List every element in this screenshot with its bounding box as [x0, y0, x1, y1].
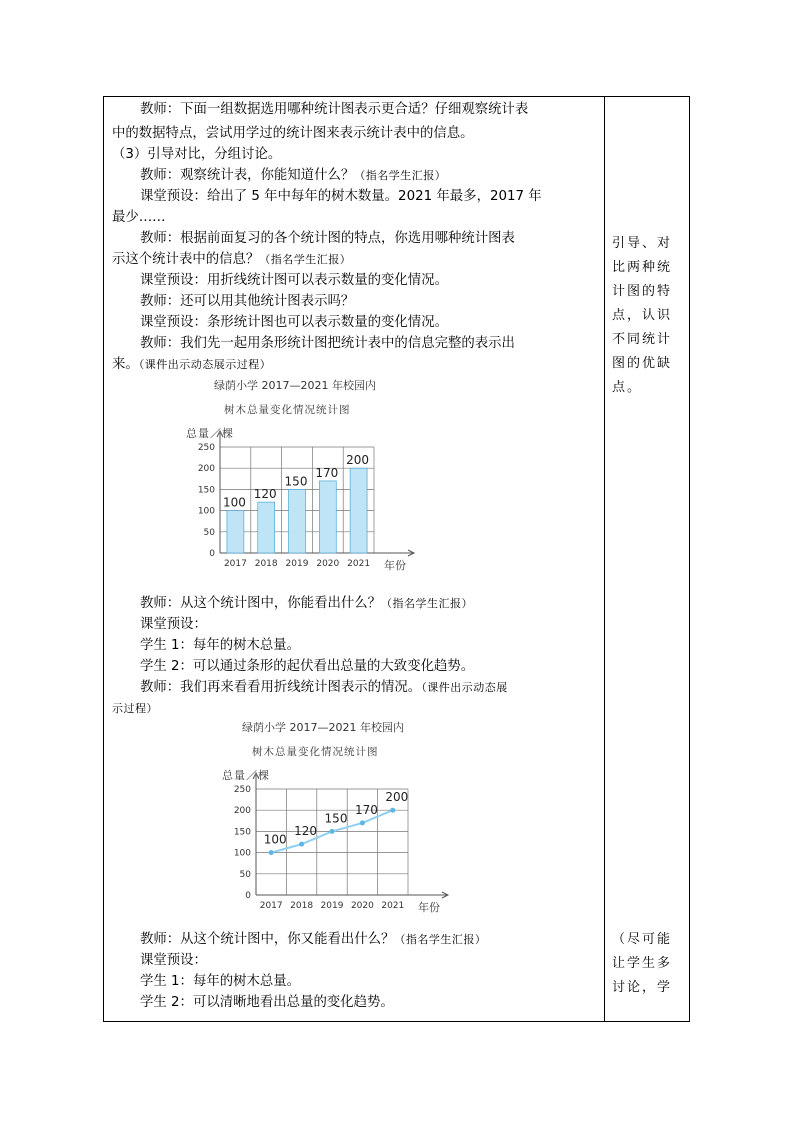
paragraph — [112, 698, 602, 719]
x-tick-label: 2020 — [350, 901, 374, 911]
text: 课堂预设：条形统计图也可以表示数量的变化情况。 — [140, 315, 448, 330]
data-label: 120 — [253, 487, 277, 502]
x-tick-label: 2020 — [316, 559, 340, 569]
y-tick-label: 0 — [245, 891, 251, 901]
text: 课堂预设： — [140, 953, 207, 968]
data-label: 150 — [324, 811, 348, 826]
paragraph — [112, 291, 602, 312]
x-tick-label: 2019 — [320, 901, 344, 911]
note: （指名学生汇报） — [381, 597, 474, 610]
bar — [289, 489, 306, 553]
side-line: 图的优缺 — [612, 356, 673, 371]
paragraph — [112, 312, 602, 333]
paragraph — [112, 333, 602, 354]
y-tick-label: 200 — [233, 806, 251, 817]
paragraph — [112, 950, 602, 971]
data-label: 200 — [385, 790, 409, 805]
text: 来。 — [112, 357, 139, 372]
paragraph — [112, 165, 602, 186]
paragraph — [112, 99, 602, 120]
data-point — [299, 842, 304, 847]
note: （课件出示动态展示过程） — [138, 358, 272, 371]
data-label: 100 — [263, 832, 287, 847]
chart-title: 绿荫小学 2017—2021 年校园内 — [242, 721, 404, 734]
paragraph — [112, 971, 602, 992]
data-label: 170 — [315, 465, 339, 480]
side-note-2 — [612, 928, 684, 1000]
text: 教师：下面一组数据选用哪种统计图表示更合适？仔细观察统计表 — [140, 102, 529, 117]
text: 课堂预设：给出了 5 年中每年的树木数量。2021 年最多，2017 年 — [140, 189, 542, 204]
paragraph — [112, 677, 602, 698]
data-label: 200 — [346, 453, 370, 468]
x-tick-label: 2017 — [259, 901, 283, 911]
data-label: 170 — [354, 802, 378, 817]
y-axis-label: 总量／棵 — [222, 769, 270, 782]
side-line: 不同统计 — [612, 332, 673, 347]
y-tick-label: 200 — [197, 464, 215, 475]
text: （3）引导对比，分组讨论。 — [112, 147, 282, 162]
data-label: 150 — [284, 474, 308, 489]
bar — [258, 502, 275, 553]
data-label: 100 — [222, 495, 246, 510]
bar — [227, 511, 244, 553]
text: 学生 2：可以通过条形的起伏看出总量的大致变化趋势。 — [140, 659, 475, 674]
bar-chart — [112, 375, 602, 593]
side-line: 计图的特 — [612, 284, 673, 299]
paragraph — [112, 186, 602, 207]
paragraph — [112, 656, 602, 677]
y-tick-label: 250 — [233, 785, 251, 795]
y-tick-label: 250 — [197, 443, 215, 453]
y-tick-label: 50 — [203, 527, 215, 538]
x-tick-label: 2021 — [381, 901, 405, 911]
paragraph — [112, 270, 602, 291]
side-line: 点。 — [612, 380, 643, 395]
text: 课堂预设： — [140, 617, 207, 632]
bar — [350, 468, 367, 553]
paragraph — [112, 354, 602, 375]
note: （课件出示动态展 — [421, 681, 508, 694]
y-tick-label: 0 — [209, 549, 215, 559]
y-tick-label: 100 — [233, 848, 251, 859]
column-divider — [604, 96, 605, 1022]
y-tick-label: 50 — [239, 869, 251, 880]
paragraph — [112, 144, 602, 165]
text: 教师：还可以用其他统计图表示吗？ — [140, 294, 355, 309]
text: 学生 1：每年的树木总量。 — [140, 638, 301, 653]
text: 教师：观察统计表，你能知道什么？ — [140, 168, 355, 183]
text: 学生 2：可以清晰地看出总量的变化趋势。 — [140, 995, 394, 1010]
x-tick-label: 2018 — [254, 559, 278, 569]
text: 中的数据特点，尝试用学过的统计图来表示统计表中的信息。 — [112, 126, 474, 141]
paragraph — [112, 228, 602, 249]
paragraph — [112, 593, 602, 614]
text: 示这个统计表中的信息？ — [112, 252, 260, 267]
paragraph — [112, 614, 602, 635]
paragraph — [112, 207, 602, 228]
line-chart-svg — [112, 719, 602, 929]
text: 教师：我们再来看看用折线统计图表示的情况。 — [140, 680, 422, 695]
bar — [319, 481, 336, 553]
text: 课堂预设：用折线统计图可以表示数量的变化情况。 — [140, 273, 448, 288]
x-tick-label: 2017 — [223, 559, 247, 569]
paragraph — [112, 929, 602, 950]
side-line: （尽可能 — [612, 932, 673, 947]
text: 教师：根据前面复习的各个统计图的特点，你选用哪种统计图表 — [140, 231, 515, 246]
data-point — [390, 808, 395, 813]
note: 示过程） — [112, 702, 158, 715]
x-tick-label: 2018 — [290, 901, 314, 911]
text: 教师：从这个统计图中，你能看出什么？ — [140, 596, 382, 611]
data-point — [360, 820, 365, 825]
paragraph — [112, 123, 602, 144]
y-tick-label: 100 — [197, 506, 215, 517]
side-line: 让学生多 — [612, 956, 673, 971]
data-point — [269, 850, 274, 855]
y-axis-label: 总量／棵 — [186, 427, 234, 440]
side-line: 讨论，学 — [612, 980, 673, 995]
side-line: 引导、对 — [612, 236, 673, 251]
text: 最少…… — [112, 210, 166, 225]
chart-title: 绿荫小学 2017—2021 年校园内 — [214, 379, 376, 392]
side-line: 点，认识 — [612, 308, 673, 323]
x-tick-label: 2021 — [347, 559, 371, 569]
side-line: 比两种统 — [612, 260, 673, 275]
note: （指名学生汇报） — [259, 253, 352, 266]
main-column — [112, 99, 602, 1013]
x-tick-label: 2019 — [285, 559, 309, 569]
text: 教师：我们先一起用条形统计图把统计表中的信息完整的表示出 — [140, 336, 515, 351]
side-note — [612, 232, 684, 400]
data-label: 120 — [294, 824, 318, 839]
note: （指名学生汇报） — [354, 169, 447, 182]
data-point — [330, 829, 335, 834]
chart-subtitle: 树木总量变化情况统计图 — [252, 746, 379, 758]
line-chart — [112, 719, 602, 929]
bar-chart-svg — [112, 375, 602, 593]
y-tick-label: 150 — [197, 485, 215, 496]
x-axis-label: 年份 — [418, 901, 440, 914]
paragraph — [112, 992, 602, 1013]
y-tick-label: 150 — [233, 827, 251, 838]
paragraph — [112, 249, 602, 270]
text: 学生 1：每年的树木总量。 — [140, 974, 301, 989]
x-axis-label: 年份 — [384, 559, 406, 572]
note: （指名学生汇报） — [394, 933, 487, 946]
text: 教师：从这个统计图中，你又能看出什么？ — [140, 932, 395, 947]
chart-subtitle: 树木总量变化情况统计图 — [224, 404, 351, 416]
paragraph — [112, 635, 602, 656]
